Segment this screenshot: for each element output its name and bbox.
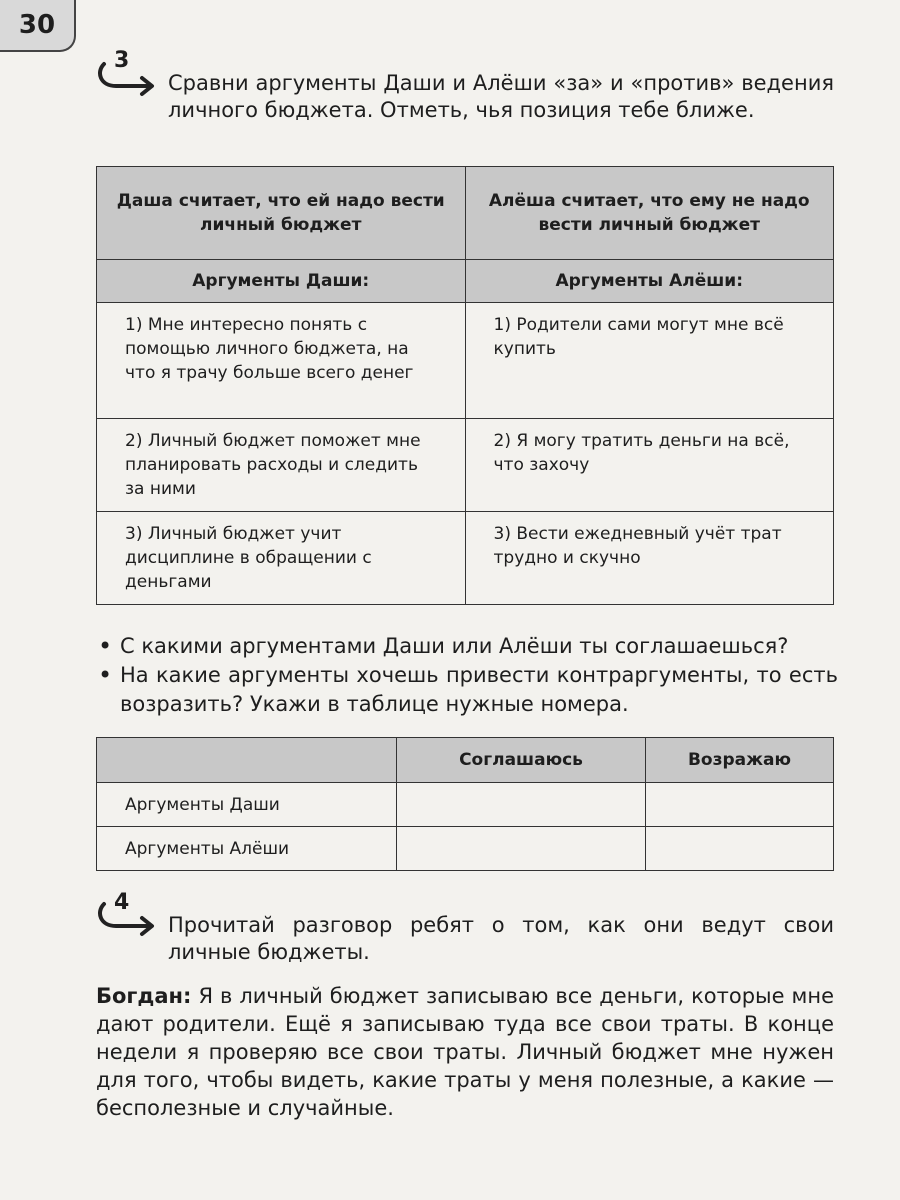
answer-table-corner [97, 738, 397, 783]
alyosha-argument-1: 1) Родители сами могут мне всё купить [465, 303, 834, 419]
header-dasha: Даша считает, что ей надо вести личный бюджет [97, 167, 466, 260]
alyosha-argument-3: 3) Вести ежедневный учёт трат трудно и скучно [465, 512, 834, 605]
col-disagree: Возражаю [646, 738, 834, 783]
speaker-text: Я в личный бюджет записываю все деньги, которые мне дают родители. Ещё я записываю туда все свои траты. В конце недели я проверяю все свои траты. Личный бюджет мне нужен для того, чтобы видеть, какие траты у меня полезные, а какие — бесполезные и случайные. [96, 984, 834, 1120]
alyosha-disagree-cell[interactable] [646, 827, 834, 871]
header-alyosha: Алёша считает, что ему не надо вести личный бюджет [465, 167, 834, 260]
dasha-argument-2: 2) Личный бюджет поможет мне планировать расходы и следить за ними [97, 419, 466, 512]
answer-table [96, 737, 834, 871]
task-3-number: 3 [114, 48, 130, 73]
dialog-bogdan [96, 982, 834, 1122]
alyosha-argument-2: 2) Я могу тратить деньги на всё, что захочу [465, 419, 834, 512]
dasha-argument-1: 1) Мне интересно понять с помощью личного бюджета, на что я трачу больше всего денег [97, 303, 466, 419]
subheader-alyosha: Аргументы Алёши: [465, 260, 834, 303]
task-4-instruction: Прочитай разговор ребят о том, как они ведут свои личные бюджеты. [168, 913, 834, 964]
subheader-dasha: Аргументы Даши: [97, 260, 466, 303]
dasha-argument-3: 3) Личный бюджет учит дисциплине в обращении с деньгами [97, 512, 466, 605]
row-alyosha-label: Аргументы Алёши [97, 827, 397, 871]
bullet-icon: • [98, 661, 113, 689]
question-1: С какими аргументами Даши или Алёши ты соглашаешься? [120, 634, 789, 658]
row-dasha-label: Аргументы Даши [97, 783, 397, 827]
alyosha-agree-cell[interactable] [397, 827, 646, 871]
task-4-number: 4 [114, 890, 130, 915]
dasha-disagree-cell[interactable] [646, 783, 834, 827]
question-2: На какие аргументы хочешь привести контраргументы, то есть возразить? Укажи в таблице нужные номера. [120, 663, 838, 716]
col-agree: Соглашаюсь [397, 738, 646, 783]
speaker-name: Богдан: [96, 984, 192, 1008]
list-item [98, 632, 838, 661]
dasha-agree-cell[interactable] [397, 783, 646, 827]
list-item [98, 661, 838, 719]
page-number: 30 [0, 0, 76, 52]
task-3-instruction: Сравни аргументы Даши и Алёши «за» и «против» ведения личного бюджета. Отметь, чья позиция тебе ближе. [168, 71, 834, 122]
arguments-table [96, 166, 834, 605]
bullet-icon: • [98, 632, 113, 660]
question-list [98, 632, 838, 719]
